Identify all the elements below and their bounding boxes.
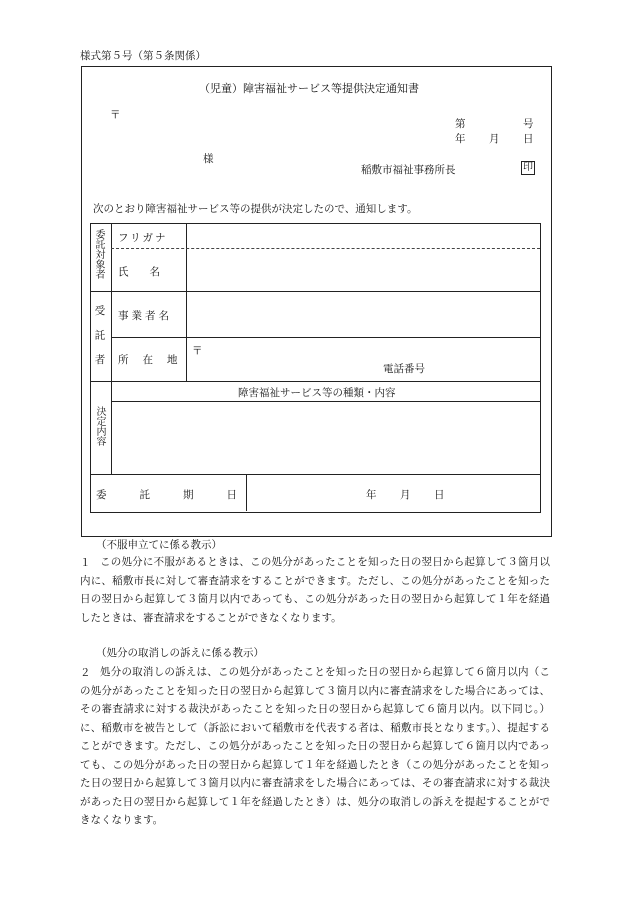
date-year-label: 年 (455, 133, 466, 145)
address-label: 所在地 (118, 354, 192, 366)
recipient-group-label: 委託対象者 (93, 229, 104, 279)
period-year-label: 年 (366, 489, 377, 501)
note-2-text: 処分の取消しの訴えは、この処分があったことを知った日の翌日から起算して６箇月以内（この処分があったことを知った日の翌日から起算して３箇月以内に審査請求をした場合にあっては、その審査請求に対する裁決があったことを知った日の翌日から起算して６箇月以内。以下同じ。）に、稲敷市を被告として（訴訟において稲敷市を代表する者は、稲敷市長となります。）、提起することができます。ただし、この処分があったことを知った日の翌日から起算して６箇月以内であっても、この処分があった日の翌日から起算して１年を経過したとき（この処分があったことを知った日の翌日から起算して３箇月以内に審査請求をした場合にあっては、その審査請求に対する裁決があった日の翌日から起算して１年を経過したとき）は、処分の取消しの訴えを提起することができなくなります。 (80, 666, 550, 826)
issuer-name: 稲敷市福祉事務所長 (361, 164, 456, 176)
business-name-label: 事業者名 (118, 310, 172, 322)
service-header: 障害福祉サービス等の種類・内容 (238, 387, 396, 399)
seal-mark: 印 (523, 162, 533, 173)
name-value[interactable] (188, 260, 528, 284)
address-postal-mark: 〒 (192, 345, 203, 357)
addressee-postal-mark: 〒 (110, 109, 121, 121)
phone-label: 電話番号 (383, 363, 425, 375)
intro-text: 次のとおり障害福祉サービス等の提供が決定したので、通知します。 (93, 203, 418, 215)
number-suffix: 号 (523, 118, 534, 130)
notes-heading-appeal: （不服申立てに係る教示） (96, 539, 222, 551)
name-label: 氏 名 (118, 266, 160, 278)
decision-group-label: 決定内容 (94, 406, 105, 446)
period-day-label: 日 (434, 489, 445, 501)
service-content[interactable] (113, 404, 537, 472)
addressee-suffix: 様 (203, 153, 214, 165)
furigana-label: フリガナ (118, 232, 168, 244)
contractor-group-label: 受託者 (93, 305, 106, 379)
date-month-label: 月 (489, 133, 500, 145)
form-label: 様式第５号（第５条関係） (80, 50, 206, 62)
note-1-number: １ (80, 557, 91, 569)
notes-heading-lawsuit: （処分の取消しの訴えに係る教示） (96, 647, 264, 659)
period-month-label: 月 (400, 489, 411, 501)
number-prefix: 第 (455, 118, 466, 130)
document-title: （児童）障害福祉サービス等提供決定通知書 (199, 82, 419, 95)
date-day-label: 日 (523, 133, 534, 145)
note-2-number: ２ (80, 667, 91, 679)
note-1-text: この処分に不服があるときは、この処分があったことを知った日の翌日から起算して３箇月以内に、稲敷市長に対して審査請求をすることができます。ただし、この処分があったことを知った日の翌日から起算して３箇月以内であっても、この処分があった日の翌日から起算して１年を経過したときは、審査請求をすることができなくなります。 (80, 556, 550, 624)
period-label: 委託期日 (96, 489, 270, 501)
